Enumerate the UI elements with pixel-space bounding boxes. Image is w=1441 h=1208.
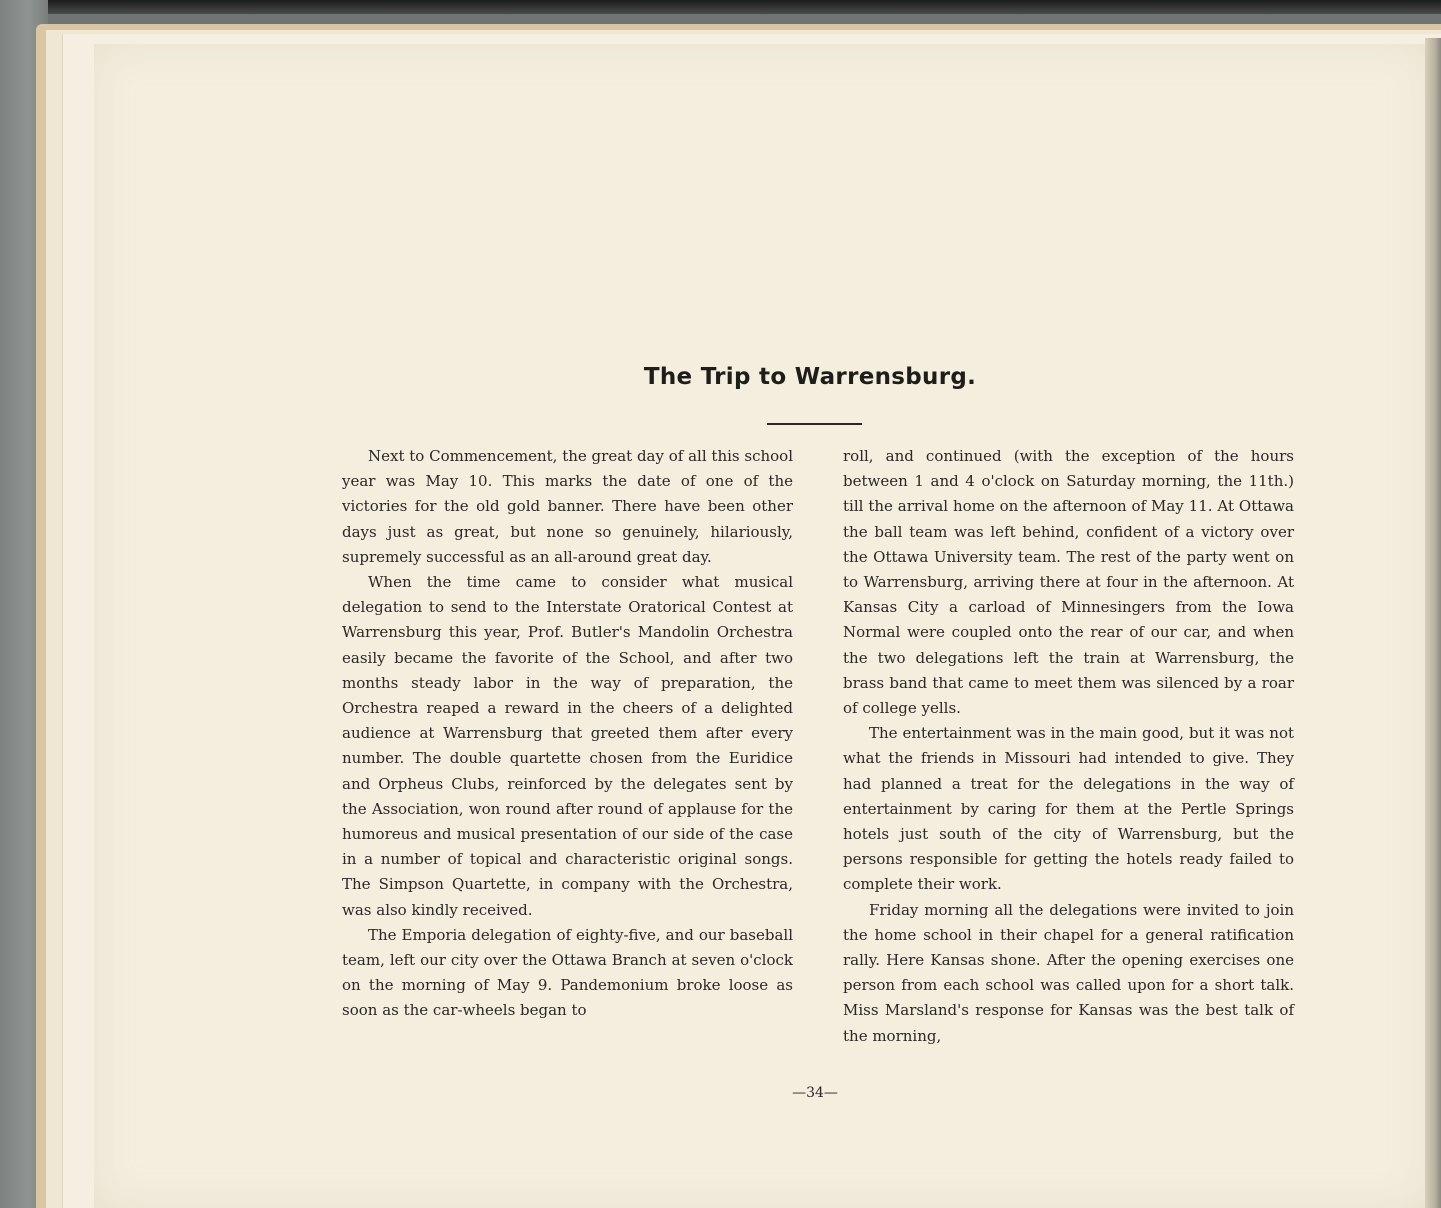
page-number: —34— — [792, 1085, 838, 1101]
right-column — [843, 444, 1294, 1049]
page-right-edge — [1425, 38, 1441, 1208]
paragraph: When the time came to consider what musical delegation to send to the Interstate Oratorical Contest at Warrensburg this year, Prof. Butler's Mandolin Orchestra easily became the favorite of the School, and after two months steady labor in the way of preparation, the Orchestra reaped a reward in the cheers of a delighted audience at Warrensburg that greeted them after every number. The double quartette chosen from the Euridice and Orpheus Clubs, reinforced by the delegates sent by the Association, won round after round of applause for the humoreus and musical presentation of our side of the case in a number of topical and characteristic original songs. The Simpson Quartette, in company with the Orchestra, was also kindly received. — [342, 573, 793, 919]
paragraph: The entertainment was in the main good, but it was not what the friends in Missouri had intended to give. They had planned a treat for the delegations in the way of entertainment by caring for them at the Pertle Springs hotels just south of the city of Warrensburg, but the persons responsible for getting the hotels ready failed to complete their work. — [843, 724, 1294, 894]
paragraph: Next to Commencement, the great day of all this school year was May 10. This marks the date of one of the victories for the old gold banner. There have been other days just as great, but none so genuinely, hilariously, supremely successful as an all-around great day. — [342, 447, 793, 566]
paragraph: Friday morning all the delegations were invited to join the home school in their chapel for a general ratification rally. Here Kansas shone. After the opening exercises one person from each school was called upon for a short talk. Miss Marsland's response for Kansas was the best talk of the morning, — [843, 900, 1294, 1045]
title-rule — [767, 423, 862, 425]
paragraph: The Emporia delegation of eighty-five, and our baseball team, left our city over the Ottawa Branch at seven o'clock on the morning of May 9. Pandemonium broke loose as soon as the car-wheels began to — [342, 925, 793, 1020]
paragraph: roll, and continued (with the exception of the hours between 1 and 4 o'clock on Saturday morning, the 11th.) till the arrival home on the afternoon of May 11. At Ottawa the ball team was left behind, confident of a victory over the Ottawa University team. The rest of the party went on to Warrensburg, arriving there at four in the afternoon. At Kansas City a carload of Minnesingers from the Iowa Normal were coupled onto the rear of our car, and when the two delegations left the train at Warrensburg, the brass band that came to meet them was silenced by a roar of college yells. — [843, 447, 1294, 718]
article-title: The Trip to Warrensburg. — [643, 364, 977, 390]
left-column — [342, 444, 793, 1024]
binding-shadow — [0, 0, 1441, 14]
